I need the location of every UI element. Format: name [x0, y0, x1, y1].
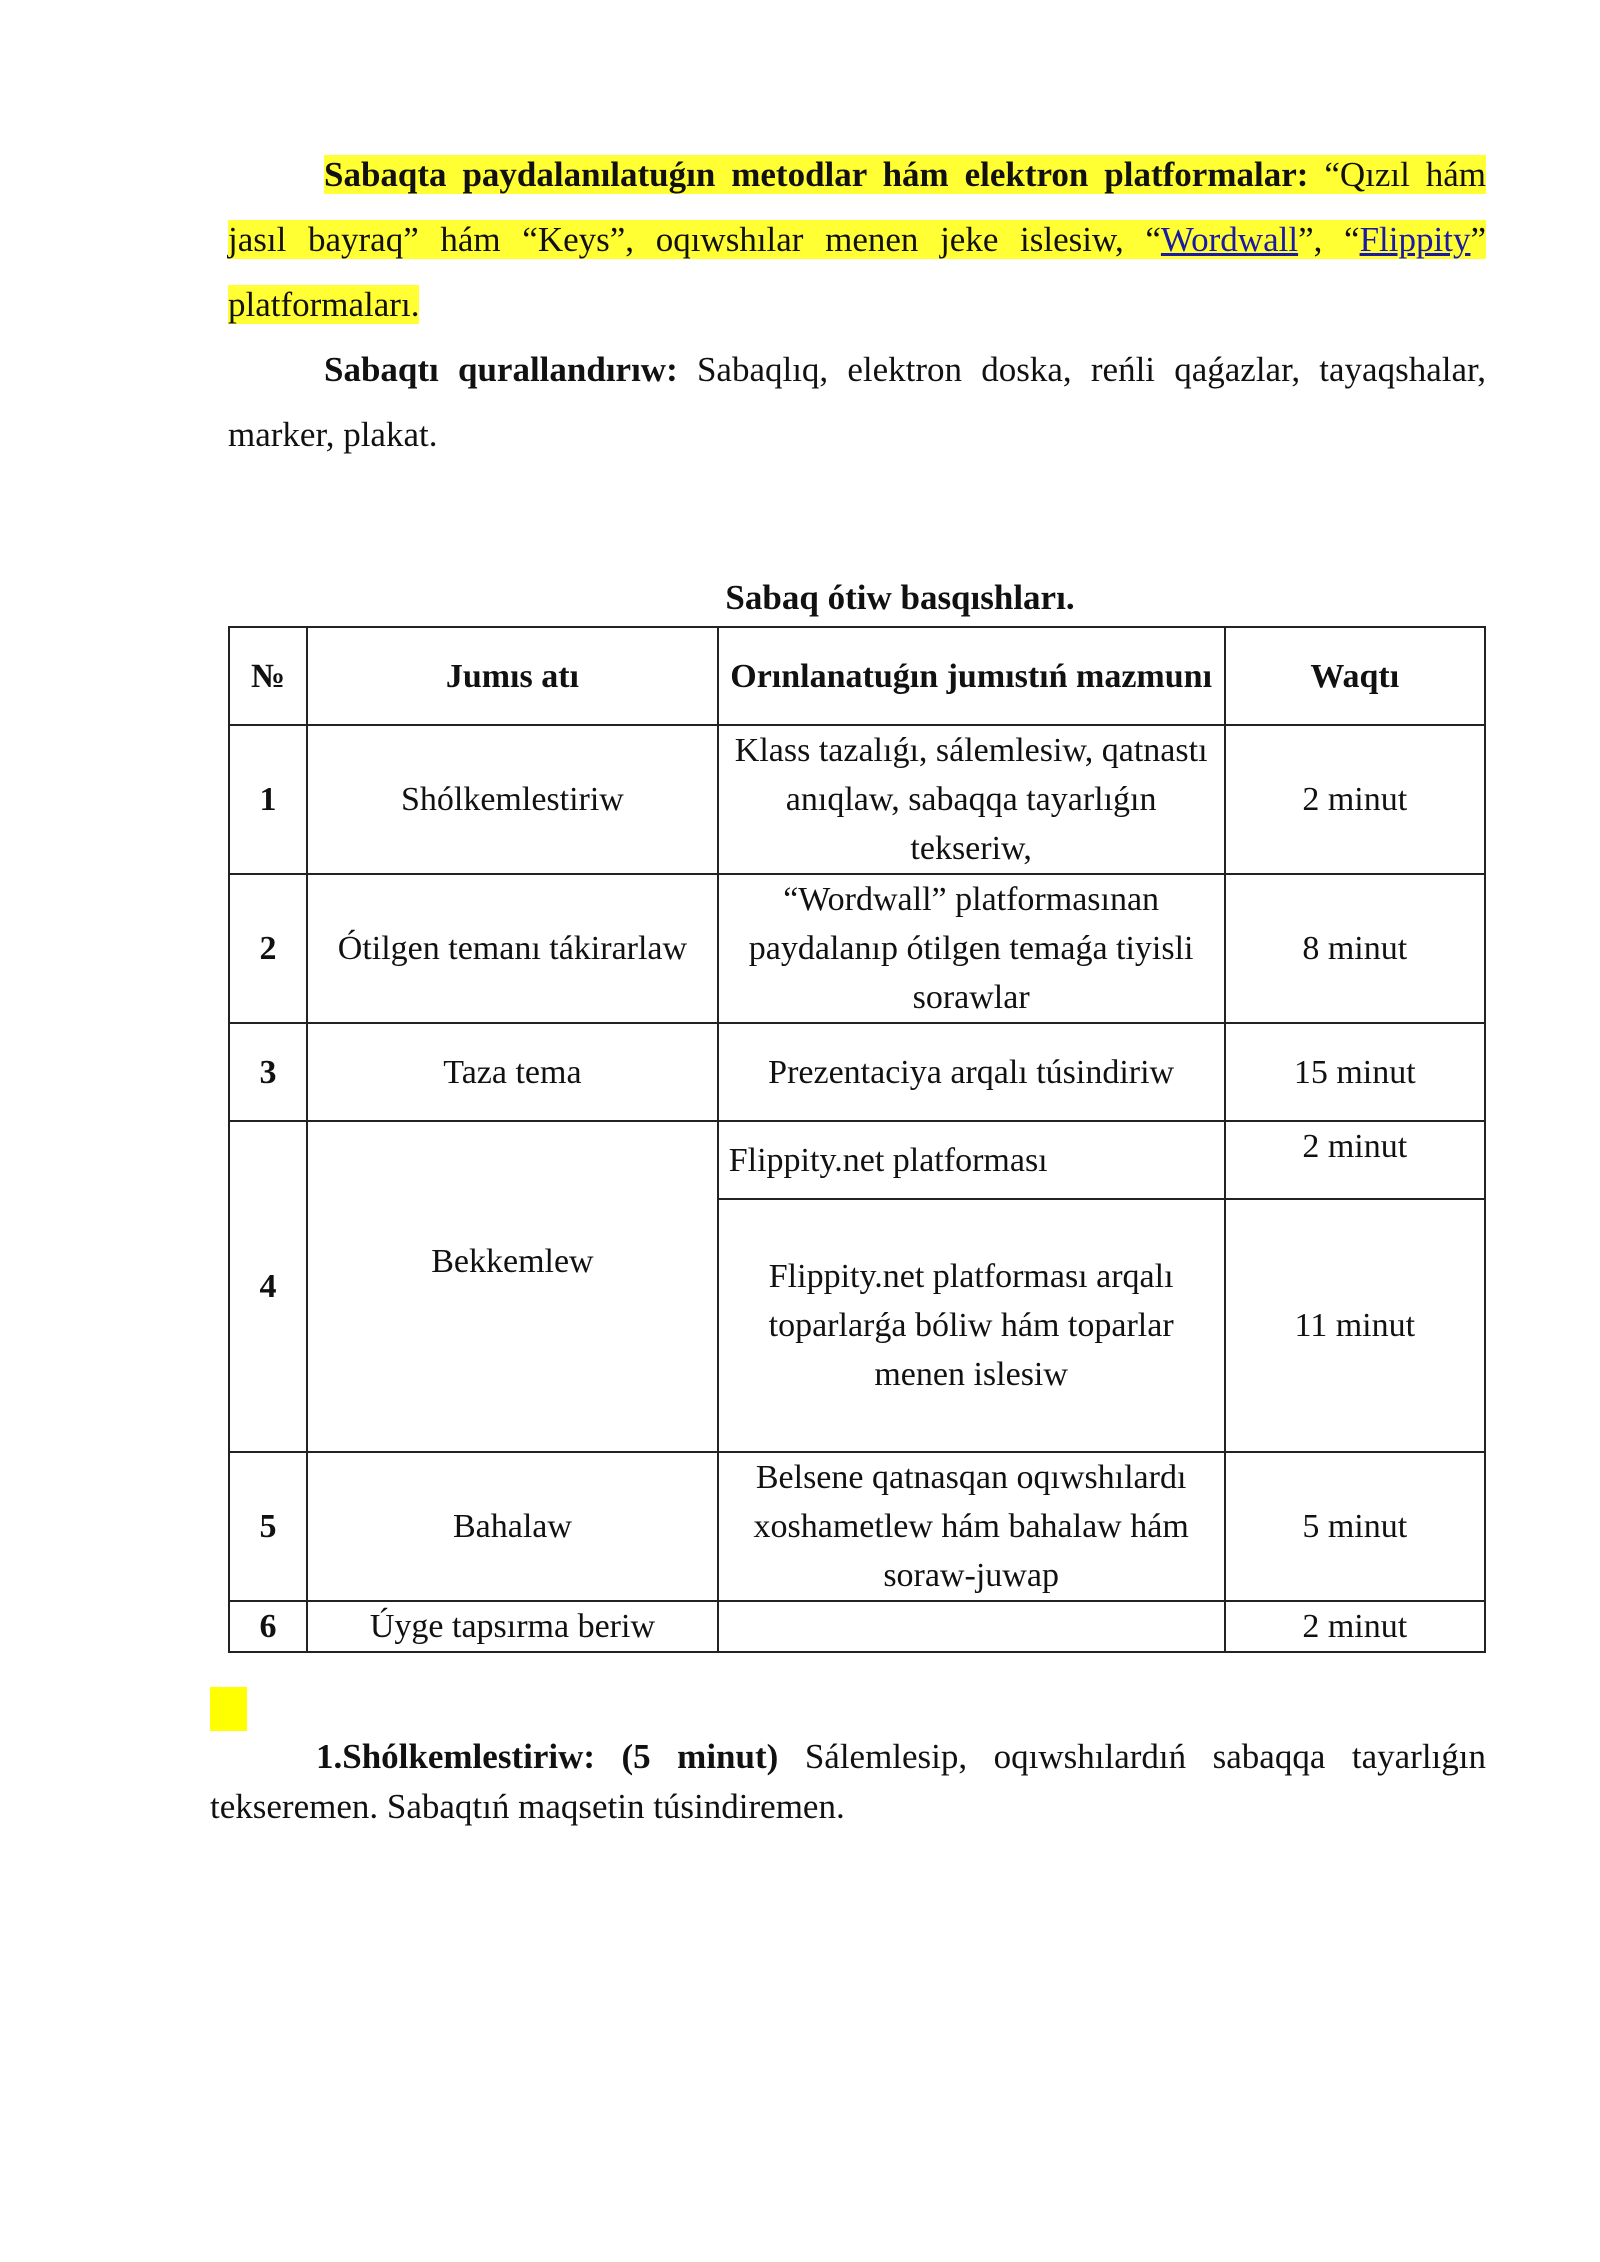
table-row: 4 Bekkemlew Flippity.net platforması 2 minut	[229, 1121, 1485, 1199]
table-row: Flippity.net platforması arqalı toparlarǵa bóliw hám toparlar menen islesiw 11 minut	[229, 1199, 1485, 1452]
table-title: Sabaq ótiw basqıshları.	[725, 578, 1075, 617]
methods-text: “Qızıl hám jasıl bayraq” hám “Keys”, oqıwshılar menen jeke islesiw,	[228, 155, 1486, 259]
methods-paragraph: Sabaqta paydalanılatuǵın metodlar hám elektron platformalar: “Qızıl hám jasıl bayraq” hám “Keys”, oqıwshılar menen jeke islesiw, “Wordwall”, “Flippity” platformaları.	[228, 155, 1486, 324]
flippity-link[interactable]: Flippity	[1359, 220, 1471, 259]
header-task-name: Jumıs atı	[307, 627, 718, 725]
header-time: Waqtı	[1225, 627, 1485, 725]
wordwall-link[interactable]: Wordwall	[1160, 220, 1299, 259]
table-row: 5 Bahalaw Belsene qatnasqan oqıwshılardı xoshametlew hám bahalaw hám soraw-juwap 5 minut	[229, 1452, 1485, 1601]
table-row: 2 Ótilgen temanı tákirarlaw “Wordwall” platformasınan paydalanıp ótilgen temaǵa tiyisli sorawlar 8 minut	[229, 874, 1485, 1023]
closing-paragraph	[210, 1732, 1486, 1832]
lesson-stages-table	[228, 626, 1486, 1653]
closing-text: Sálemlesip, oqıwshılardıń sabaqqa tayarlıǵın tekseremen. Sabaqtıń maqsetin túsindiremen.	[210, 1737, 1486, 1826]
table-row: 6 Úyge tapsırma beriw 2 minut	[229, 1601, 1485, 1652]
equipment-text: Sabaqlıq, elektron doska, reńli qaǵazlar, tayaqshalar, marker, plakat.	[228, 350, 1486, 454]
highlight-marker	[210, 1687, 247, 1731]
table-header-row	[229, 627, 1485, 725]
header-number: №	[229, 627, 307, 725]
equipment-label: Sabaqtı qurallandırıw:	[324, 350, 678, 389]
header-task-content: Orınlanatuǵın jumıstıń mazmunı	[718, 627, 1225, 725]
table-row: 3 Taza tema Prezentaciya arqalı túsindiriw 15 minut	[229, 1023, 1485, 1121]
equipment-paragraph	[228, 337, 1486, 467]
table-row: 1 Shólkemlestiriw Klass tazalıǵı, sálemlesiw, qatnastı anıqlaw, sabaqqa tayarlıǵın tekseriw, 2 minut	[229, 725, 1485, 874]
methods-label: Sabaqta paydalanılatuǵın metodlar hám elektron platformalar:	[324, 155, 1309, 194]
closing-label: 1.Shólkemlestiriw: (5 minut)	[316, 1737, 779, 1776]
